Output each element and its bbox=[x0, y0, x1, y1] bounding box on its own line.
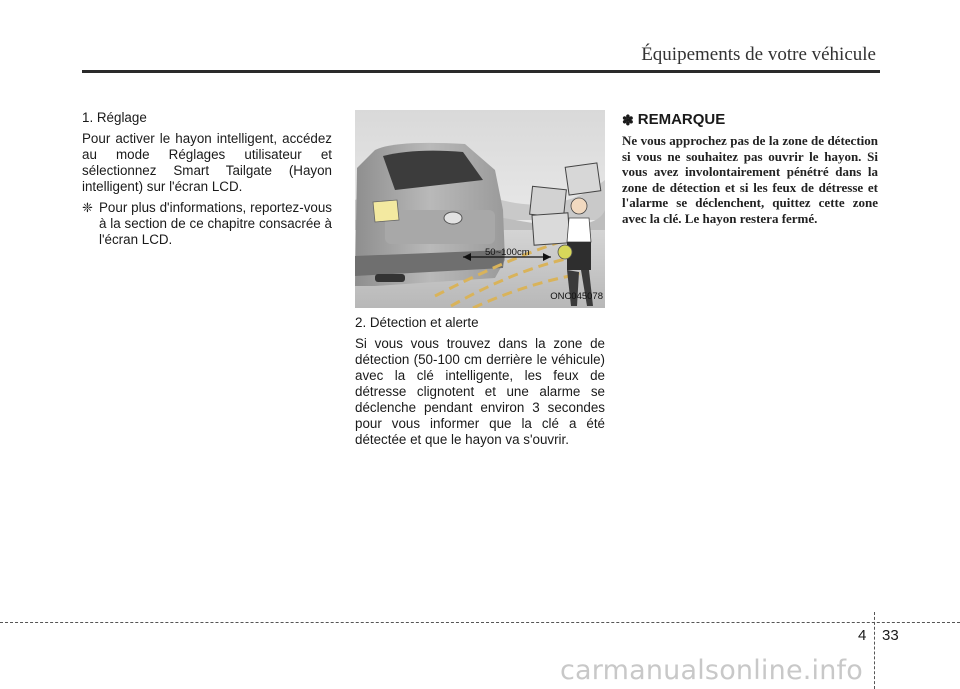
tailgate-illustration bbox=[355, 110, 605, 308]
section-heading-detection: 2. Détection et alerte bbox=[355, 315, 479, 330]
header-rule bbox=[82, 70, 880, 73]
figure-code: ONC045078 bbox=[550, 291, 603, 302]
middle-column bbox=[355, 110, 605, 448]
footer-dashed-rule bbox=[0, 622, 960, 623]
page-number: 33 bbox=[882, 627, 899, 644]
distance-label: 50~100cm bbox=[485, 247, 530, 258]
remark-asterisk-icon: ✽ bbox=[622, 112, 634, 128]
page-header-title: Équipements de votre véhicule bbox=[641, 44, 876, 65]
note-text: Pour plus d'informations, reportez-vous à la section de ce chapitre consacrée à l'écran LCD. bbox=[99, 200, 332, 247]
remark-heading bbox=[622, 112, 878, 128]
tailgate-illustration-graphic bbox=[355, 110, 605, 308]
remark-title: REMARQUE bbox=[637, 111, 726, 128]
left-column bbox=[82, 110, 332, 248]
right-column bbox=[622, 110, 878, 227]
note-symbol-icon: ❈ bbox=[82, 200, 93, 215]
detection-paragraph: Si vous vous trouvez dans la zone de détection (50-100 cm derrière le véhicule) avec la clé intelligente, les feux de détresse clignotent et une alarme se déclenche pendant environ 3 secondes pour vous informer que la clé a été détectée et que le hayon va s'ouvrir. bbox=[355, 336, 605, 447]
section-heading-reglage: 1. Réglage bbox=[82, 110, 147, 125]
chapter-number: 4 bbox=[858, 627, 867, 644]
reglage-paragraph: Pour activer le hayon intelligent, accédez au mode Réglages utilisateur et sélectionnez Smart Tailgate (Hayon intelligent) sur l'écran LCD. bbox=[82, 131, 332, 194]
watermark-logo: carmanualsonline.info bbox=[560, 655, 863, 686]
remark-body: Ne vous approchez pas de la zone de détection si vous ne souhaitez pas ouvrir le hayon. Si vous avez involontairement pénétré dans la zone de détection et si les feux de détresse et l'alarme se déclenchent, quittez cette zone avec la clé. Le hayon restera fermé. bbox=[622, 133, 878, 226]
footer-divider bbox=[874, 612, 875, 689]
info-note bbox=[82, 200, 332, 248]
